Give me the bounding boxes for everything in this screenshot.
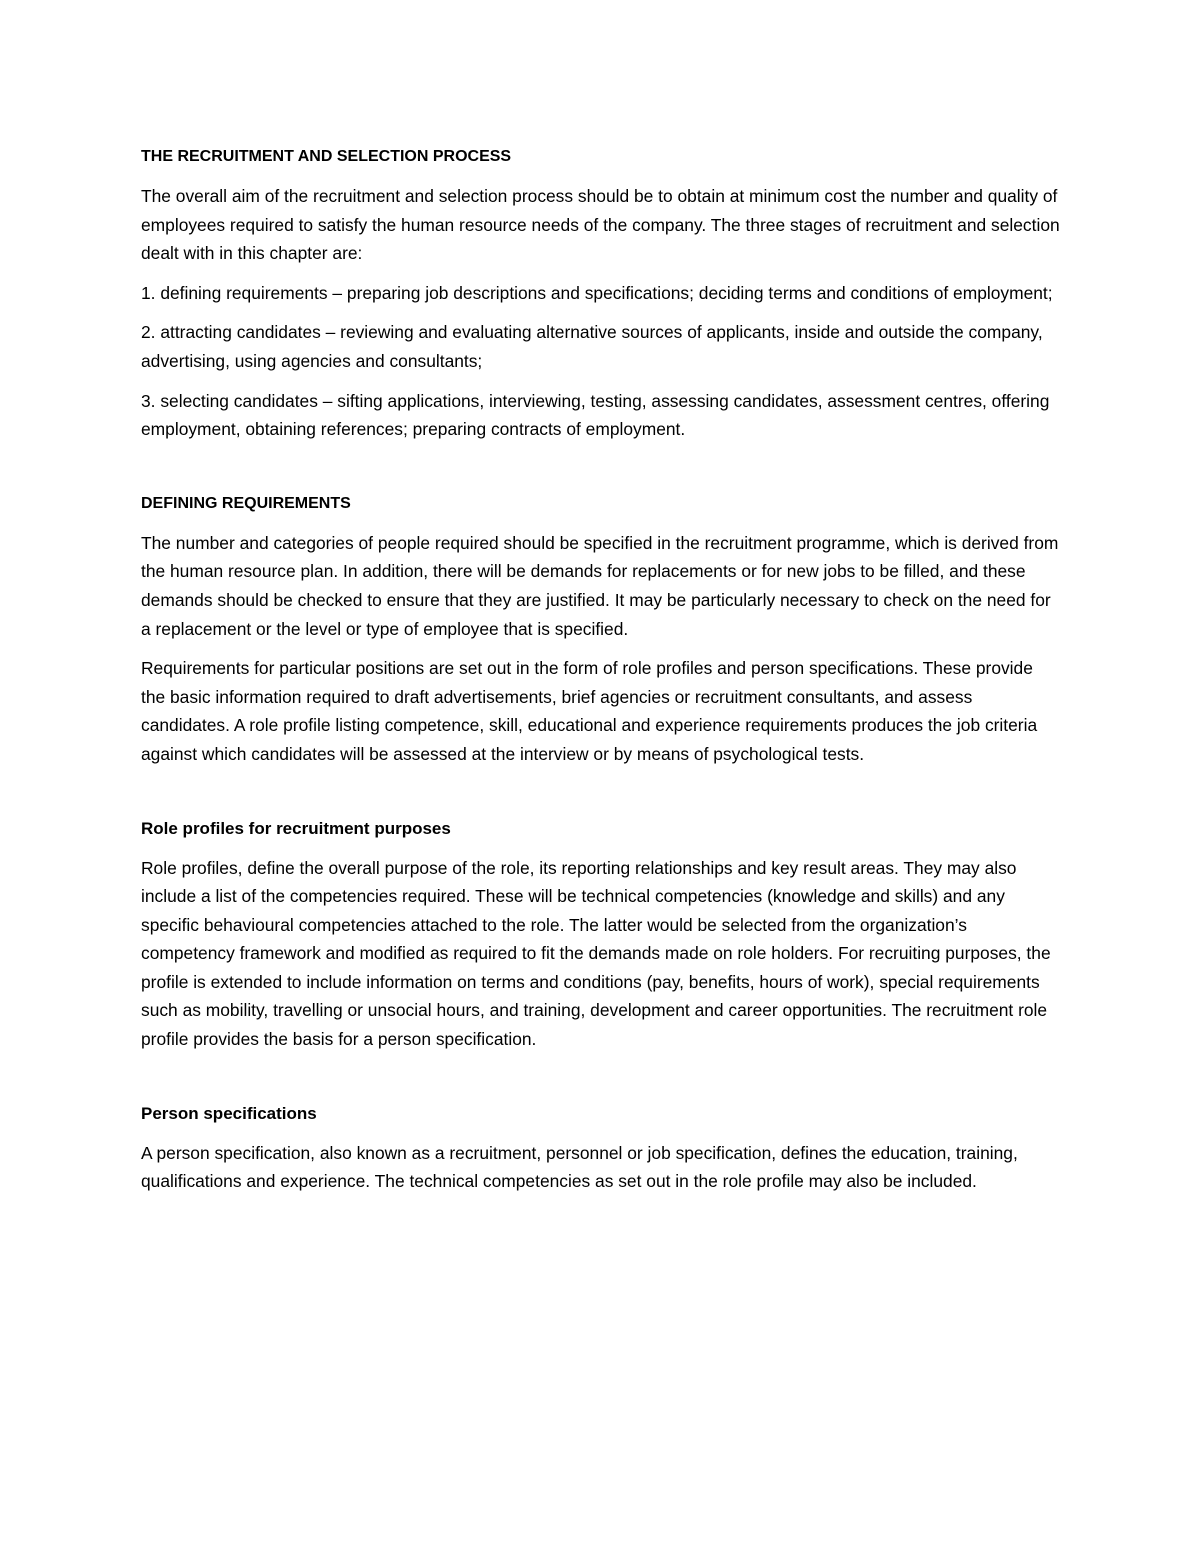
section-spacer (141, 1065, 1061, 1100)
section-heading-role-profiles: Role profiles for recruitment purposes (141, 818, 451, 838)
role-profiles-paragraph: Role profiles, define the overall purpose of the role, its reporting relationships and key result areas. They may also include a list of the competencies required. These will be technical competencies (knowledge and skills) and any specific behavioural competencies attached to the role. The latter would be selected from the organization’s competency framework and modified as required to fit the demands made on role holders. For recruiting purposes, the profile is extended to include information on terms and conditions (pay, benefits, hours of work), special requirements such as mobility, travelling or unsocial hours, and training, development and career opportunities. The recruitment role profile provides the basis for a person specification. (141, 857, 1051, 1050)
document-page (141, 143, 1061, 1207)
stage-3-paragraph: 3. selecting candidates – sifting applications, interviewing, testing, assessing candidates, assessment centres, offering employment, obtaining references; preparing contracts of employment. (141, 390, 1050, 440)
section-spacer (141, 780, 1061, 815)
intro-paragraph: The overall aim of the recruitment and selection process should be to obtain at minimum cost the number and quality of employees required to satisfy the human resource needs of the company. The three stages of recruitment and selection dealt with in this chapter are: (141, 186, 1060, 264)
defining-requirements-paragraph-1: The number and categories of people required should be specified in the recruitment programme, which is derived from the human resource plan. In addition, there will be demands for replacements or for new jobs to be filled, and these demands should be checked to ensure that they are justified. It may be particularly necessary to check on the need for a replacement or the level or type of employee that is specified. (141, 532, 1059, 639)
section-heading-person-specifications: Person specifications (141, 1103, 317, 1123)
defining-requirements-paragraph-2: Requirements for particular positions are set out in the form of role profiles and person specifications. These provide the basic information required to draft advertisements, brief agencies or recruitment consultants, and assess candidates. A role profile listing competence, skill, educational and experience requirements produces the job criteria against which candidates will be assessed at the interview or by means of psychological tests. (141, 658, 1038, 764)
stage-2-paragraph: 2. attracting candidates – reviewing and evaluating alternative sources of applicants, inside and outside the company, advertising, using agencies and consultants; (141, 322, 1043, 371)
section-spacer (141, 455, 1061, 490)
section-heading-recruitment-selection-process: THE RECRUITMENT AND SELECTION PROCESS (141, 148, 512, 165)
stage-1-paragraph: 1. defining requirements – preparing job descriptions and specifications; deciding terms and conditions of employment; (141, 282, 1053, 303)
person-specifications-paragraph: A person specification, also known as a recruitment, personnel or job specification, defines the education, training, qualifications and experience. The technical competencies as set out in the role profile may also be included. (141, 1142, 1018, 1192)
section-heading-defining-requirements: DEFINING REQUIREMENTS (141, 494, 351, 512)
